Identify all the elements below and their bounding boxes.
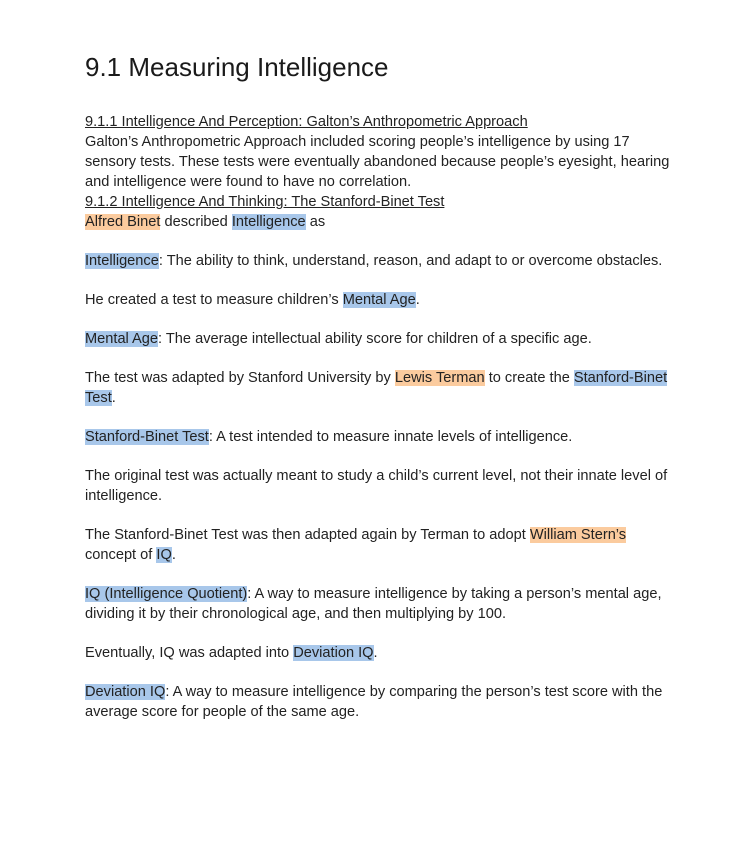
text-span: described xyxy=(160,214,232,230)
term-highlight: Stanford-Binet Test xyxy=(85,429,209,445)
text-span: The test was adapted by Stanford University by xyxy=(85,370,395,386)
definition-stanford-binet xyxy=(85,427,675,447)
text-span: to create the xyxy=(484,370,574,386)
definition-mental-age xyxy=(85,329,675,349)
section-heading-1-text[interactable]: 9.1.1 Intelligence And Perception: Galton’s Anthropometric Approach xyxy=(85,114,528,130)
text-span: as xyxy=(305,214,326,230)
definition-iq xyxy=(85,584,675,624)
term-highlight: Intelligence xyxy=(85,253,159,269)
paragraph-terman xyxy=(85,368,675,408)
document-body xyxy=(85,112,675,722)
person-highlight: Lewis Terman xyxy=(394,370,485,386)
text-span: . xyxy=(373,645,378,661)
term-highlight: Stanford-Binet Test xyxy=(85,370,668,406)
section-1-paragraph: Galton’s Anthropometric Approach included scoring people’s intelligence by using 17 sensory tests. These tests were eventually abandoned because people’s eyesight, hearing and intelligence were found to have no correlation. xyxy=(85,134,670,190)
paragraph-binet xyxy=(85,212,675,232)
text-span: : A way to measure intelligence by comparing the person’s test score with the average score for people of the same age. xyxy=(85,684,663,720)
text-span: He created a test to measure children’s xyxy=(85,292,343,308)
definition-intelligence xyxy=(85,251,675,271)
blank-line xyxy=(85,310,675,329)
person-highlight: Alfred Binet xyxy=(85,214,161,230)
paragraph-stern xyxy=(85,525,675,565)
term-highlight: Intelligence xyxy=(231,214,306,230)
blank-line xyxy=(85,232,675,251)
paragraph-deviation-iq xyxy=(85,643,675,663)
section-heading-1[interactable] xyxy=(85,112,675,132)
text-span: : The ability to think, understand, reason, and adapt to or overcome obstacles. xyxy=(158,253,663,269)
blank-line xyxy=(85,408,675,427)
text-span: . xyxy=(415,292,420,308)
blank-line xyxy=(85,447,675,466)
term-highlight: Deviation IQ xyxy=(85,684,166,700)
text-span: The Stanford-Binet Test was then adapted again by Terman to adopt xyxy=(85,527,530,543)
page-title: 9.1 Measuring Intelligence xyxy=(85,52,389,82)
term-highlight: IQ xyxy=(156,547,172,563)
paragraph-original-test: The original test was actually meant to study a child’s current level, not their innate level of intelligence. xyxy=(85,468,668,504)
section-heading-2[interactable] xyxy=(85,192,675,212)
text-span: concept of xyxy=(85,547,157,563)
blank-line xyxy=(85,271,675,290)
blank-line xyxy=(85,624,675,643)
text-span: Eventually, IQ was adapted into xyxy=(85,645,294,661)
section-heading-2-text[interactable]: 9.1.2 Intelligence And Thinking: The Stanford-Binet Test xyxy=(85,194,445,210)
term-highlight: Mental Age xyxy=(342,292,416,308)
text-span: : A way to measure intelligence by taking a person’s mental age, dividing it by their chronological age, and then multiplying by 100. xyxy=(85,586,662,622)
blank-line xyxy=(85,506,675,525)
term-highlight: Deviation IQ xyxy=(293,645,374,661)
blank-line xyxy=(85,349,675,368)
definition-deviation-iq xyxy=(85,682,675,722)
term-highlight: IQ (Intelligence Quotient) xyxy=(85,586,248,602)
text-span: : The average intellectual ability score for children of a specific age. xyxy=(158,331,592,347)
term-highlight: Mental Age xyxy=(85,331,159,347)
blank-line xyxy=(85,663,675,682)
paragraph-mental-age-test xyxy=(85,290,675,310)
person-highlight: William Stern’s xyxy=(529,527,627,543)
text-span: . xyxy=(111,390,116,406)
text-span: : A test intended to measure innate levels of intelligence. xyxy=(208,429,573,445)
blank-line xyxy=(85,565,675,584)
text-span: . xyxy=(171,547,176,563)
